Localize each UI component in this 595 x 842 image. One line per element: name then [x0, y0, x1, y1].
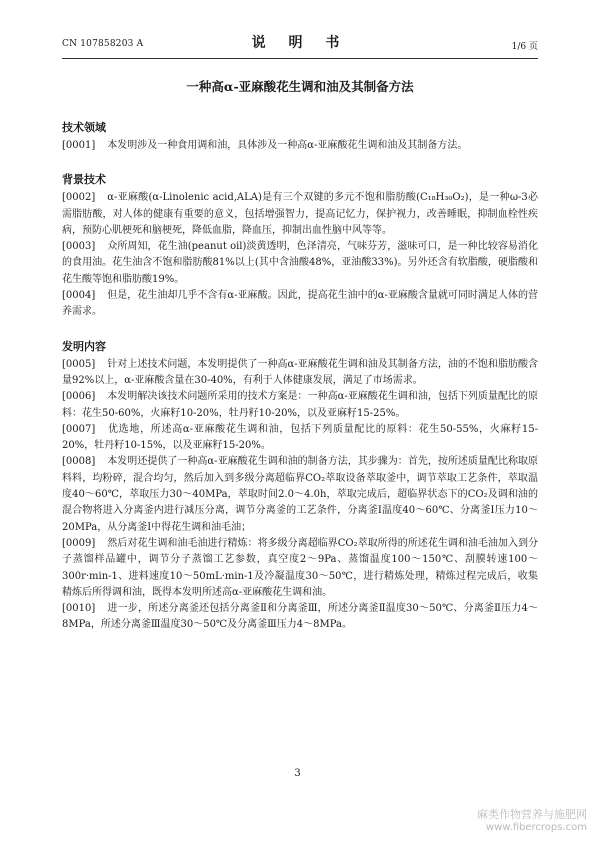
section-technical-field [62, 119, 538, 154]
publication-number: CN 107858203 A [62, 39, 144, 49]
paragraph-number: [0008] [62, 456, 96, 468]
section-invention-content [62, 338, 538, 634]
section-heading: 背景技术 [62, 173, 106, 187]
paragraph-0010 [62, 601, 538, 634]
page-number: 3 [294, 768, 301, 779]
paragraph-number: [0003] [62, 241, 96, 253]
paragraph-0004 [62, 288, 538, 321]
watermark-url: www.fibercrops.com [485, 822, 587, 833]
paragraph-number: [0006] [62, 391, 96, 403]
section-background [62, 171, 538, 320]
paragraph-number: [0010] [62, 603, 96, 615]
paragraph-0001 [62, 138, 538, 154]
paragraph-text: 优选地，所述高α-亚麻酸花生调和油，包括下列质量配比的原料：花生50-55%，火麻籽15-20%，牡丹籽10-15%，以及亚麻籽15-20%。 [62, 423, 538, 452]
paragraph-number: [0009] [62, 537, 96, 549]
paragraph-0005 [62, 357, 538, 390]
paragraph-0006 [62, 389, 538, 422]
paragraph-0008 [62, 454, 538, 535]
paragraph-0007 [62, 422, 538, 455]
site-watermark [467, 808, 587, 834]
paragraph-number: [0007] [62, 423, 96, 435]
header-rule [62, 58, 538, 59]
paragraph-0003 [62, 239, 538, 288]
paragraph-text: 但是，花生油却几乎不含有α-亚麻酸。因此，提高花生油中的α-亚麻酸含量就可同时满足人体的营养需求。 [62, 290, 538, 318]
paragraph-number: [0001] [62, 140, 96, 151]
paragraph-number: [0005] [62, 358, 96, 370]
document-title: 一种高α-亚麻酸花生调和油及其制备方法 [186, 79, 414, 94]
paragraph-text: 众所周知，花生油(peanut oil)淡黄透明，色泽清亮，气味芬芳，滋味可口，是一种比较容易消化的食用油。花生油含不饱和脂肪酸81%以上(其中含油酸48%，亚油酸33%)。另外还含有软脂酸，硬脂酸和花生酸等饱和脂肪酸19%。 [62, 241, 538, 285]
paragraph-number: [0002] [62, 192, 96, 204]
document-type: 说 明 书 [251, 35, 349, 51]
section-heading: 技术领域 [62, 121, 106, 134]
page-header [62, 30, 538, 58]
paragraph-text: 本发明涉及一种食用调和油，具体涉及一种高α-亚麻酸花生调和油及其制备方法。 [107, 140, 468, 151]
paragraph-text: α-亚麻酸(α-Linolenic acid,ALA)是有三个双键的多元不饱和脂肪酸(C₁₈H₃₀O₂)，是一种ω-3必需脂肪酸，对人体的健康有重要的意义，包括增强智力，提高记忆力，保护视力，改善睡眠，抑制血栓性疾病，预防心肌梗死和脑梗死，降低血脂，降血压，抑制出血性脑中风等等。 [62, 192, 538, 236]
paragraph-text: 针对上述技术问题，本发明提供了一种高α-亚麻酸花生调和油及其制备方法，油的不饱和脂肪酸含量92%以上，α-亚麻酸含量在30-40%，有利于人体健康发展，满足了市场需求。 [62, 358, 538, 386]
paragraph-0002 [62, 190, 538, 239]
paragraph-text: 进一步，所述分离釜还包括分离釜Ⅱ和分离釜Ⅲ，所述分离釜Ⅱ温度30～50℃、分离釜Ⅱ压力4～8MPa，所述分离釜Ⅲ温度30～50℃及分离釜Ⅲ压力4～8MPa。 [62, 603, 538, 631]
document-body [62, 77, 538, 634]
paragraph-0009 [62, 536, 538, 601]
paragraph-number: [0004] [62, 290, 96, 302]
watermark-site-name: 麻类作物营养与施肥网 [477, 808, 587, 821]
paragraph-text: 然后对花生调和油毛油进行精炼：将多级分离超临界CO₂萃取所得的所述花生调和油毛油加入到分子蒸馏样品罐中，调节分子蒸馏工艺参数，真空度2～9Pa、蒸馏温度100～150℃、刮膜转速100～300r·min-1、进料速度10～50mL·min-1及冷凝温度30～50℃，进行精炼处理，精炼过程完成后，收集精炼后所得调和油，既得本发明所述高α-亚麻酸花生调和油。 [62, 537, 538, 598]
page-indicator: 1/6 页 [511, 42, 538, 52]
paragraph-text: 本发明解决该技术问题所采用的技术方案是：一种高α-亚麻酸花生调和油，包括下列质量配比的原料：花生50-60%，火麻籽10-20%，牡丹籽10-20%，以及亚麻籽15-25%。 [62, 391, 538, 419]
paragraph-text: 本发明还提供了一种高α-亚麻酸花生调和油的制备方法，其步骤为：首先，按所述质量配比称取原料料，均粉碎，混合均匀，然后加入到多级分离超临界CO₂萃取设备萃取釜中，调节萃取工艺条件，萃取温度40～60℃，萃取压力30～40MPa，萃取时间2.0～4.0h，萃取完成后，超临界状态下的CO₂及调和油的混合物将进入分离釜内进行减压分离，调节分离釜的工艺条件，分离釜Ⅰ温度40～60℃、分离釜Ⅰ压力10～20MPa，从分离釜Ⅰ中得花生调和油毛油； [62, 456, 538, 533]
section-heading: 发明内容 [62, 339, 106, 353]
